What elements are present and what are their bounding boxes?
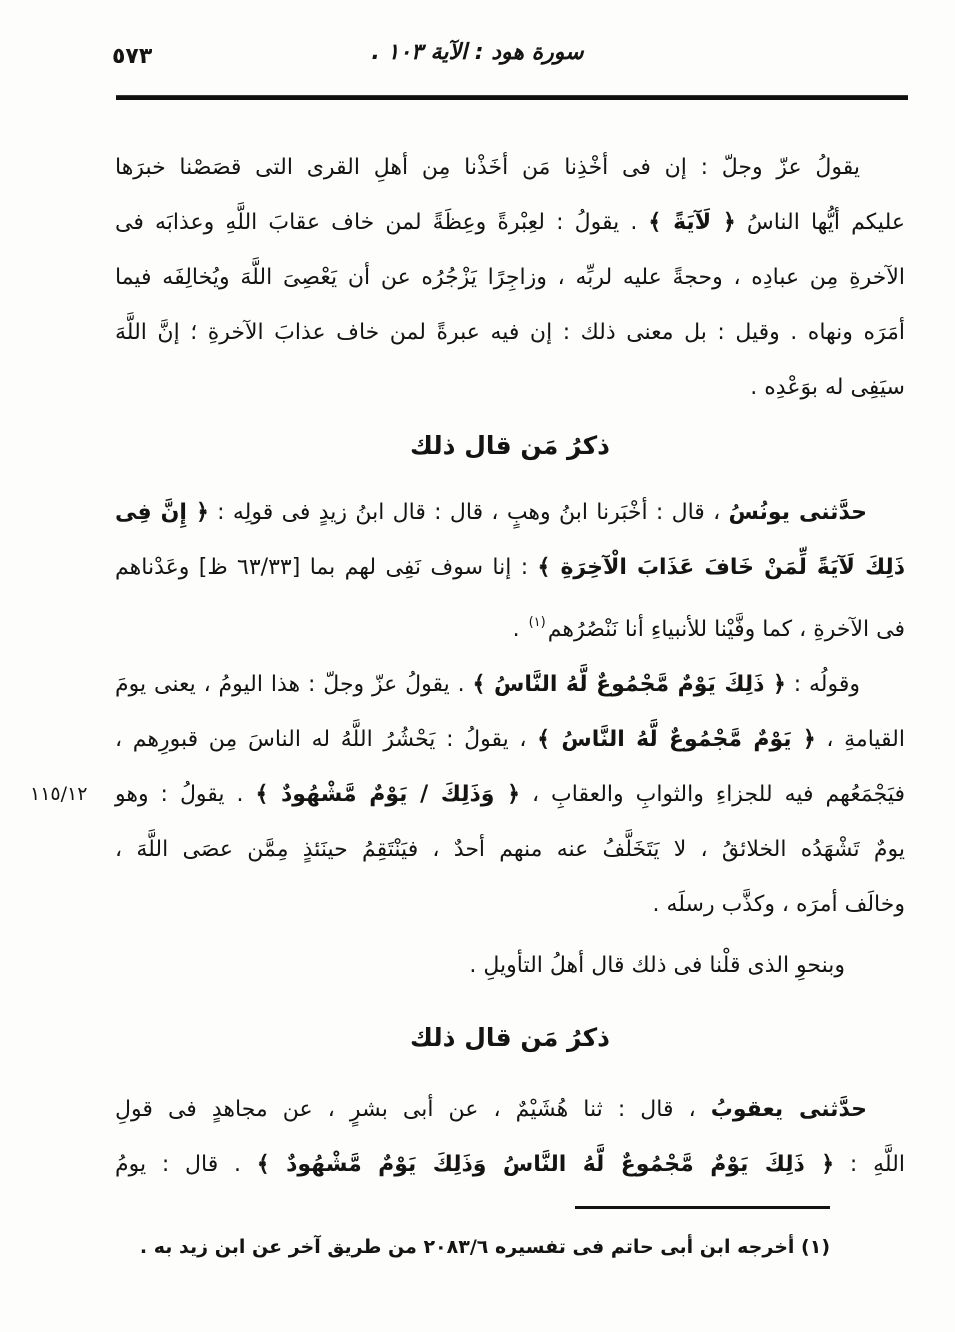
- text-segment: . يقولُ عزّ وجلّ : هذا اليومُ ، يعنى يومَ: [115, 672, 473, 697]
- header-divider: [116, 95, 908, 100]
- text-segment: فى الآخرةِ ، كما وفَّيْنا للأنبياءِ أنا نَنْصُرُهم: [547, 617, 905, 642]
- text-line: [115, 195, 905, 250]
- quran-quote: ﴿ وَذَلِكَ / يَوْمٌ مَّشْهُودٌ ﴾: [255, 782, 520, 807]
- quran-quote: ﴿ يَوْمٌ مَّجْمُوعٌ لَّهُ النَّاسُ ﴾: [537, 727, 816, 752]
- text-line: يقولُ عزّ وجلّ : إن فى أخْذِنا مَن أخَذْنا مِن أهلِ القرى التى قصَصْنا خبرَها: [115, 155, 860, 180]
- paragraph-1: [115, 140, 905, 415]
- paragraph-2: [115, 485, 905, 650]
- quran-quote: ﴿ إِنَّ فِى: [115, 500, 209, 525]
- narrator-name: حدَّثنى يعقوبُ: [710, 1097, 868, 1122]
- quran-quote: ﴿ ذَلِكَ يَوْمٌ مَّجْمُوعٌ لَّهُ النَّاسُ وَذَلِكَ يَوْمٌ مَّشْهُودٌ ﴾: [256, 1152, 835, 1177]
- footnote-divider: [575, 1206, 830, 1209]
- footnote-text: (١) أخرجه ابن أبى حاتم فى تفسيره ٢٠٨٣/٦ من طريق آخر عن ابن زيد به .: [139, 1236, 830, 1258]
- text-line: وخالَف أمرَه ، وكذَّب رسلَه .: [652, 892, 905, 917]
- footnote-marker: (١): [528, 615, 546, 630]
- text-line: [115, 767, 905, 822]
- text-segment: . قال : يومُ: [115, 1152, 257, 1177]
- text-segment: . يقولُ : لعِبْرةً وعِظَةً لمن خاف عقابَ اللَّهِ وعذابَه فى: [115, 210, 649, 235]
- section-heading: ذكرُ مَن قال ذلك: [410, 431, 610, 460]
- text-line: يومٌ تَشْهَدُه الخلائقُ ، لا يَتَخَلَّفُ عنه منهم أحدٌ ، فيَنْتَقِمُ حينَئذٍ مِمَّن عصَى اللَّهَ ،: [115, 837, 905, 862]
- text-segment: .: [512, 617, 527, 642]
- text-segment: : إنا سوف نَفِى لهم بما [٦٣/٣٣ ظ] وعَدْناهم: [115, 555, 538, 580]
- text-line: الآخرةِ مِن عبادِه ، وحجةً عليه لربِّه ، وزاجِرًا يَزْجُرُه عن أن يَعْصِىَ اللَّهَ ويُخالِفَه فيما: [115, 265, 905, 290]
- text-segment: ، قال : ثنا هُشَيْمٌ ، عن أبى بشرٍ ، عن مجاهدٍ فى قولِ: [115, 1097, 711, 1122]
- text-line: سيَفِى له بوَعْدِه .: [750, 375, 905, 400]
- section-heading: ذكرُ مَن قال ذلك: [410, 1023, 610, 1052]
- page-header-title: سورة هود : الآية ١٠٣ .: [371, 40, 584, 65]
- text-line: [115, 1137, 905, 1192]
- paragraph-4: [115, 938, 905, 993]
- text-segment: ، يقولُ : يَحْشُرُ اللَّهُ له الناسَ مِن قبورِهم ،: [115, 727, 538, 752]
- page-number: ٥٧٣: [112, 44, 153, 69]
- text-segment: . يقولُ : وهو: [115, 782, 256, 807]
- margin-volume-page-note: ١١٥/١٢: [30, 783, 88, 805]
- text-line: [115, 595, 905, 650]
- quran-quote: ﴿ ذَلِكَ يَوْمٌ مَّجْمُوعٌ لَّهُ النَّاسُ ﴾: [472, 672, 786, 697]
- text-line: [115, 540, 905, 595]
- text-line: وبنحوِ الذى قلْنا فى ذلك قال أهلُ التأويلِ .: [469, 953, 845, 978]
- paragraph-3: [115, 657, 905, 932]
- quran-quote: ﴿ لَآيَةً ﴾: [648, 210, 736, 235]
- text-line: [115, 485, 905, 540]
- narrator-name: حدَّثنى يونُسُ: [728, 500, 868, 525]
- text-segment: ، قال : أخْبَرنا ابنُ وهبٍ ، قال : قال ابنُ زيدٍ فى قولِه :: [208, 500, 729, 525]
- text-segment: اللَّهِ :: [834, 1152, 905, 1177]
- paragraph-5: [115, 1082, 905, 1192]
- text-line: [115, 657, 905, 712]
- text-segment: فيَجْمَعُهم فيه للجزاءِ والثوابِ والعقابِ ،: [520, 782, 905, 807]
- text-segment: عليكم أيُّها الناسُ: [735, 210, 905, 235]
- text-segment: وقولُه :: [785, 672, 861, 697]
- text-line: [115, 712, 905, 767]
- text-segment: القيامةِ ،: [815, 727, 906, 752]
- text-line: أمَرَه ونهاه . وقيل : بل معنى ذلك : إن فيه عبرةً لمن خاف عذابَ الآخرةِ ؛ إنَّ اللَّهَ: [115, 320, 905, 345]
- quran-quote: ذَلِكَ لَآيَةً لِّمَنْ خَافَ عَذَابَ الْآخِرَةِ ﴾: [537, 555, 905, 580]
- text-line: [115, 1082, 905, 1137]
